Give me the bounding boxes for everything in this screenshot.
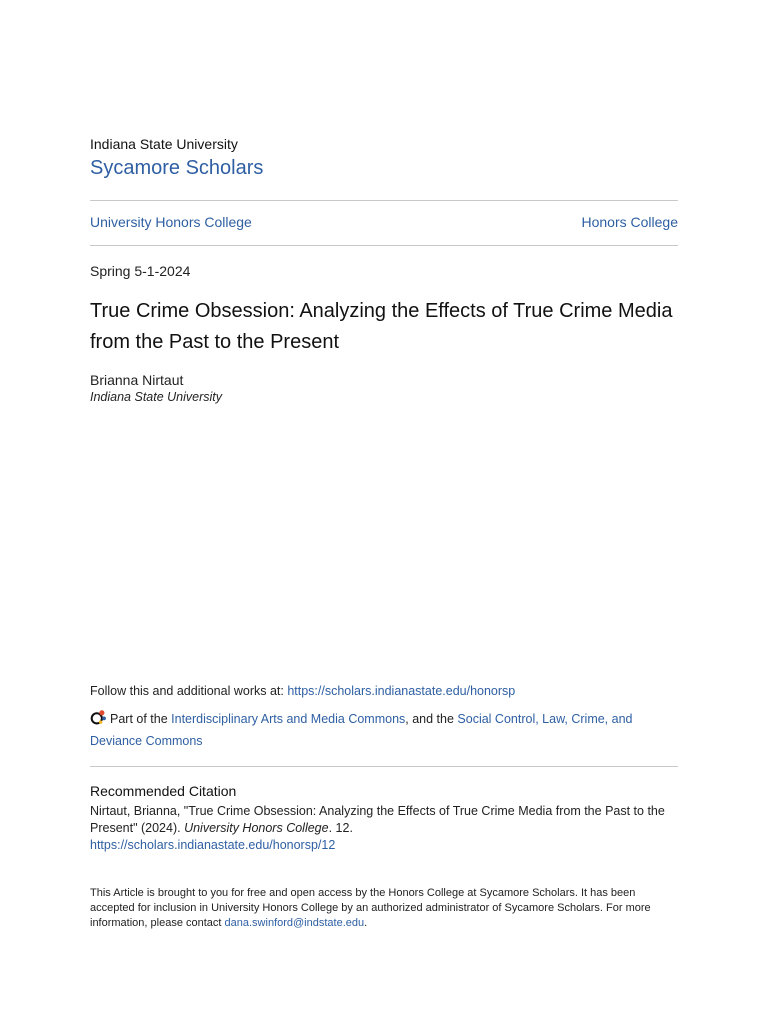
access-note <box>90 886 678 931</box>
part-of-joiner: , and the <box>405 712 458 726</box>
citation-url-link[interactable]: https://scholars.indianastate.edu/honorsp/12 <box>90 838 336 852</box>
contact-email-link[interactable]: dana.swinford@indstate.edu <box>224 917 365 929</box>
citation-journal: University Honors College <box>184 821 329 835</box>
author-affiliation: Indiana State University <box>90 390 223 404</box>
top-divider <box>90 200 678 201</box>
citation-divider <box>90 766 678 767</box>
college-link[interactable]: University Honors College <box>90 214 252 230</box>
author-name: Brianna Nirtaut <box>90 372 184 388</box>
citation-body: Nirtaut, Brianna, "True Crime Obsession: Analyzing the Effects of True Crime Media from the Past to the Present" (2024). <box>90 804 665 835</box>
publication-date: Spring 5-1-2024 <box>90 263 191 279</box>
citation-number: . 12. <box>328 821 353 835</box>
commons-network-icon <box>90 709 107 726</box>
follow-prefix: Follow this and additional works at: <box>90 684 288 698</box>
nav-divider <box>90 245 678 246</box>
commons-link-1[interactable]: Interdisciplinary Arts and Media Commons <box>171 712 406 726</box>
institution-name: Indiana State University <box>90 136 238 152</box>
department-link[interactable]: Honors College <box>581 214 678 230</box>
follow-line <box>90 684 515 698</box>
citation-heading: Recommended Citation <box>90 783 237 799</box>
repository-link[interactable]: Sycamore Scholars <box>90 157 264 179</box>
access-note-end: . <box>364 917 368 929</box>
part-of-line <box>90 708 678 752</box>
commons-link-2[interactable]: Social Control, Law, Crime, and Deviance Commons <box>90 712 633 748</box>
article-title: True Crime Obsession: Analyzing the Effects of True Crime Media from the Past to the Present <box>90 300 673 353</box>
part-of-prefix: Part of the <box>110 712 172 726</box>
access-note-text: This Article is brought to you for free and open access by the Honors College at Sycamore Scholars. It has been accepted for inclusion in University Honors College by an authorized administrator of Sycamore Scholars. For more information, please contact <box>90 887 651 929</box>
citation-text <box>90 803 678 854</box>
collection-url-link[interactable]: https://scholars.indianastate.edu/honorsp <box>287 684 516 698</box>
